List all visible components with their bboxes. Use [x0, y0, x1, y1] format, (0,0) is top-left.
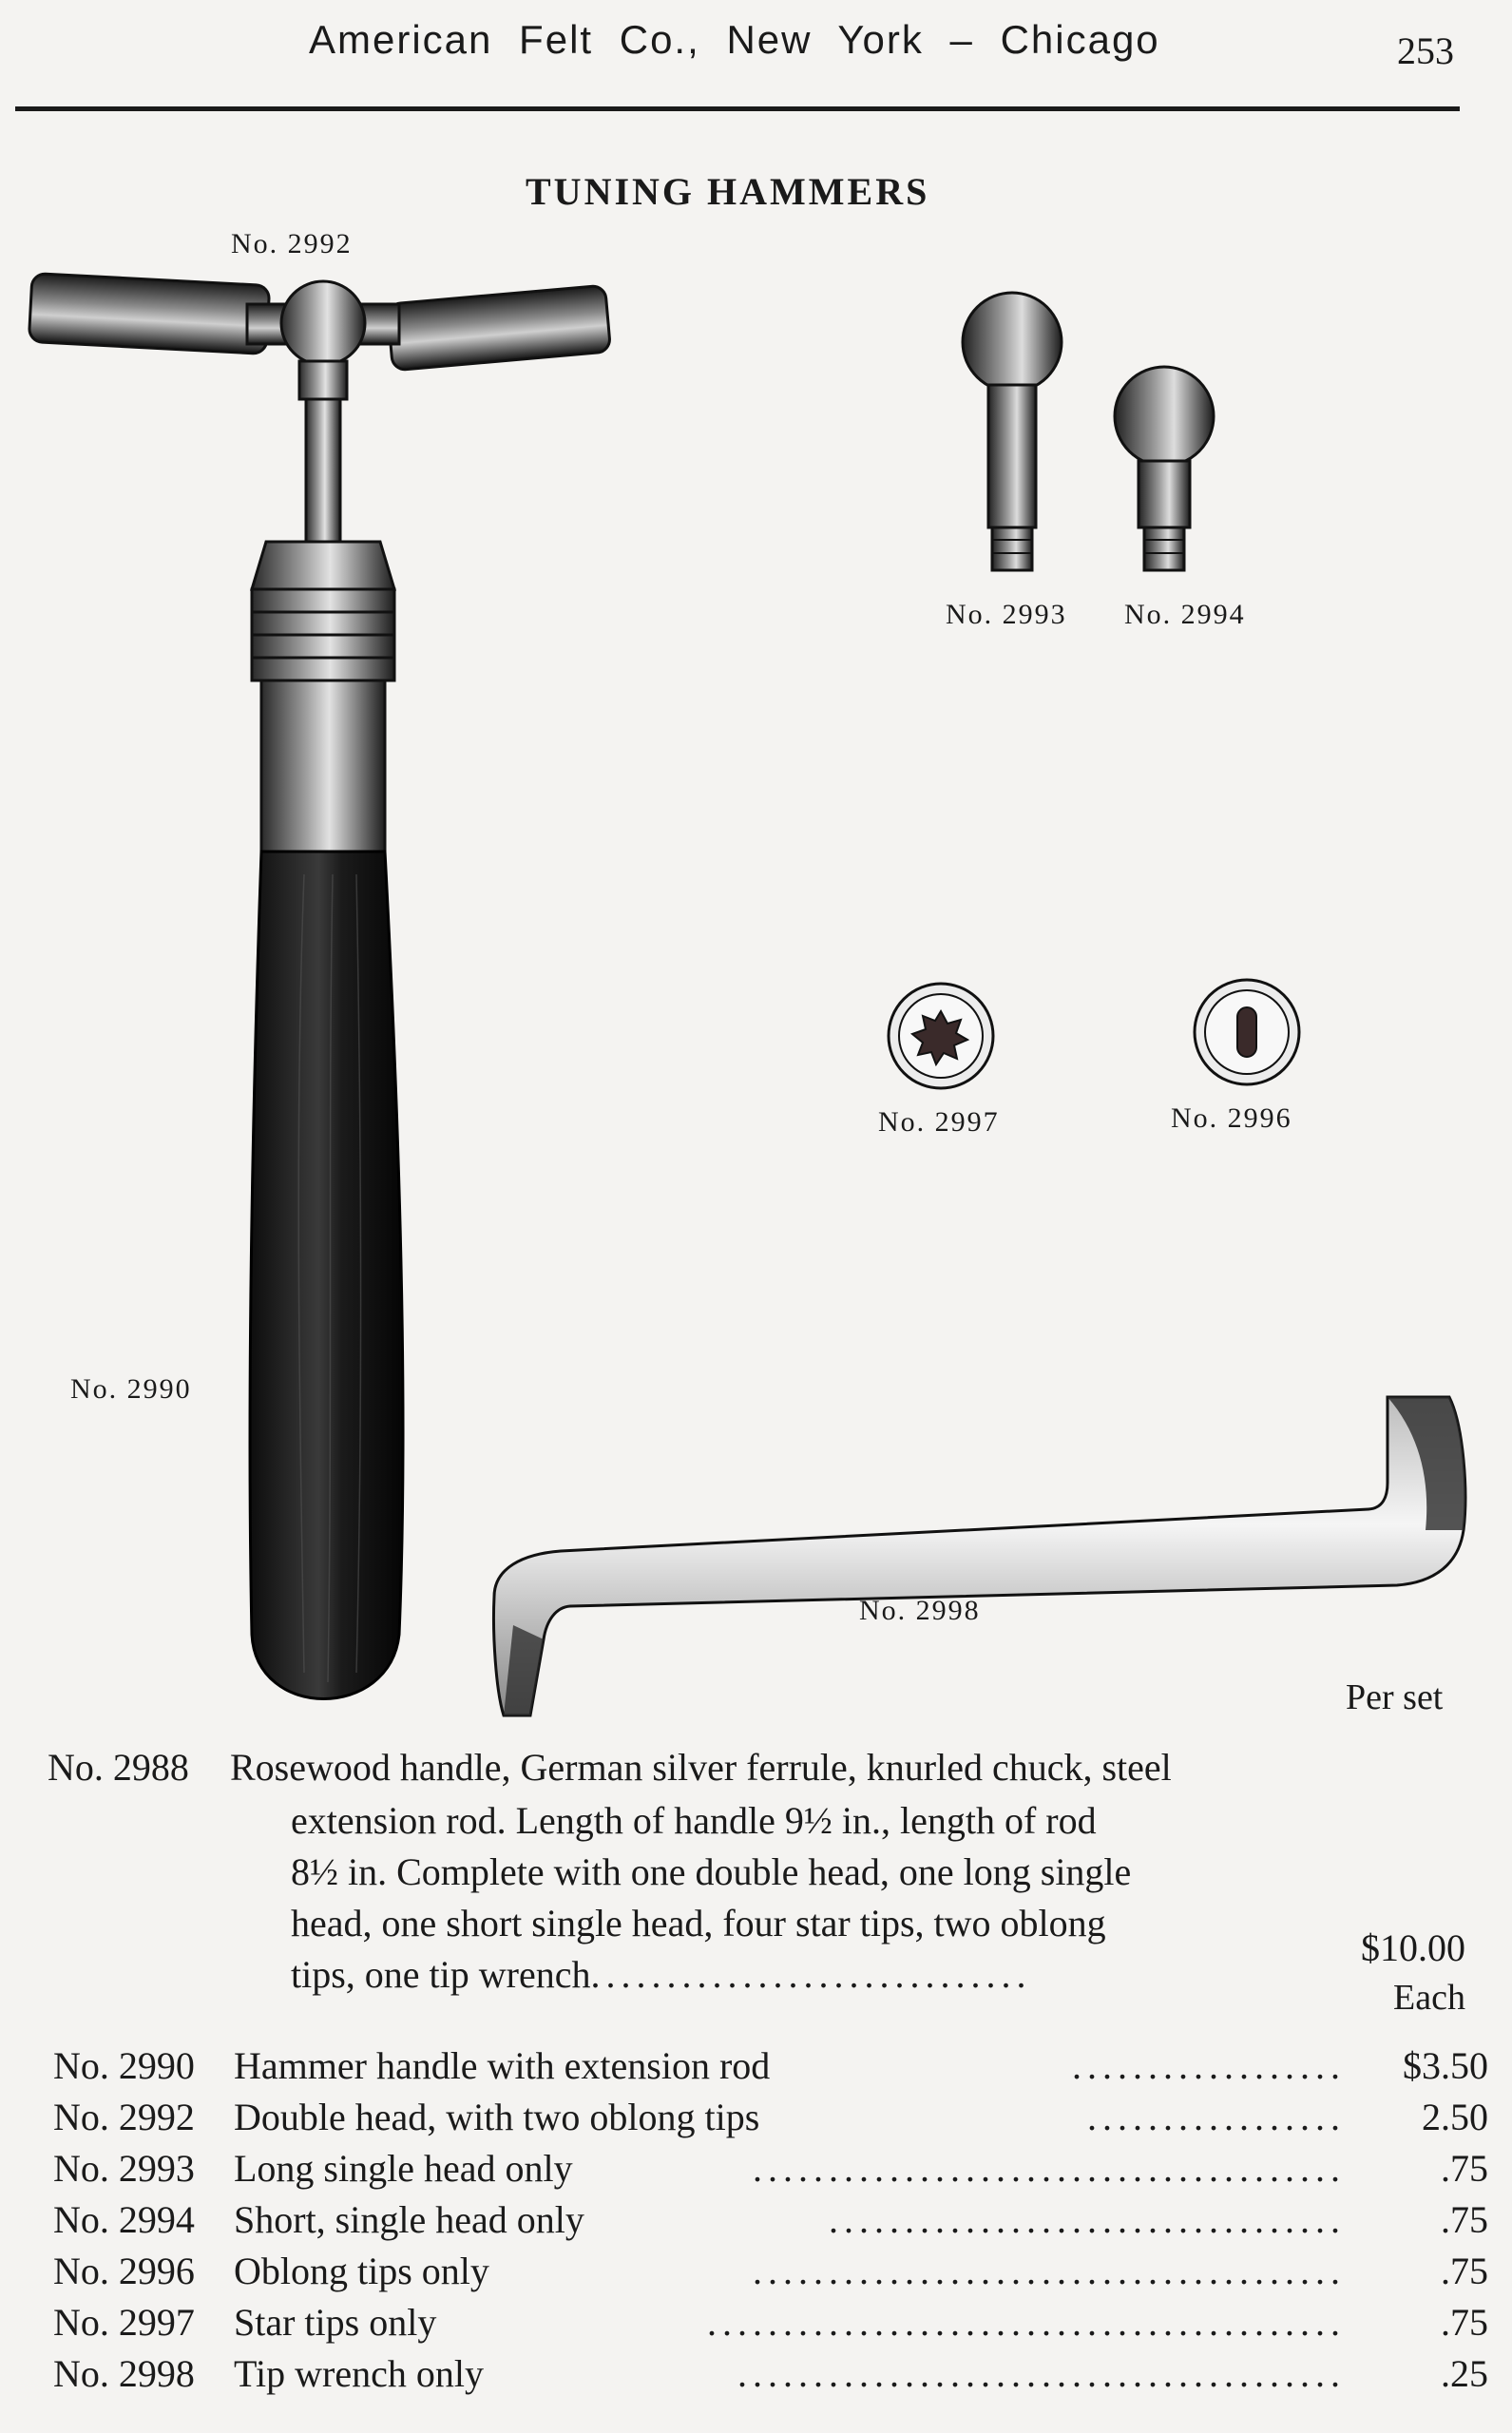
item-name: Short, single head only	[234, 2198, 584, 2241]
tip-wrench-illustration	[475, 1388, 1483, 1739]
per-set-heading: Per set	[1346, 1677, 1444, 1717]
price-list-row	[53, 2095, 1488, 2144]
price-list-row	[53, 2300, 1488, 2349]
dot-leader: ..........................................	[707, 2301, 1346, 2344]
figure-label-2997: No. 2997	[878, 1106, 1000, 1138]
dot-leader: ..................................	[829, 2198, 1346, 2241]
set-item-last-text: tips, one tip wrench	[291, 1953, 591, 1996]
price-list-row	[53, 2197, 1488, 2247]
item-price: .25	[1441, 2352, 1488, 2395]
item-price: 2.50	[1422, 2096, 1488, 2138]
long-single-head-illustration	[960, 285, 1064, 580]
price-list-row	[53, 2249, 1488, 2298]
publisher-header: American Felt Co., New York – Chicago	[309, 17, 1160, 62]
item-price: .75	[1441, 2198, 1488, 2241]
header-rule	[15, 106, 1460, 111]
item-price: .75	[1441, 2301, 1488, 2344]
item-name: Long single head only	[234, 2147, 573, 2190]
dot-leader: ........................................	[737, 2352, 1346, 2395]
price-list-row	[53, 2351, 1488, 2401]
item-number: No. 2996	[53, 2250, 195, 2292]
item-number: No. 2998	[53, 2352, 195, 2395]
price-list-row	[53, 2146, 1488, 2195]
set-item-description-line	[291, 1952, 1032, 1997]
dot-leader: .......................................	[753, 2147, 1346, 2190]
dot-leader: .......................................	[753, 2250, 1346, 2292]
item-name: Tip wrench only	[234, 2352, 484, 2395]
price-list-row	[53, 2043, 1488, 2093]
set-item-description-line: extension rod. Length of handle 9½ in., length of rod	[291, 1799, 1097, 1842]
oblong-tip-illustration	[1190, 975, 1304, 1089]
set-item-description-line: head, one short single head, four star tips, two oblong	[291, 1902, 1106, 1944]
figure-label-2990: No. 2990	[70, 1373, 192, 1405]
item-number: No. 2993	[53, 2147, 195, 2190]
item-number: No. 2990	[53, 2044, 195, 2087]
item-name: Hammer handle with extension rod	[234, 2044, 771, 2087]
item-name: Oblong tips only	[234, 2250, 489, 2292]
item-price: $3.50	[1403, 2044, 1488, 2087]
set-item-price: $10.00	[1361, 1926, 1465, 1969]
item-number: No. 2997	[53, 2301, 195, 2344]
figure-label-2994: No. 2994	[1124, 599, 1246, 630]
figure-label-2993: No. 2993	[946, 599, 1067, 630]
star-tip-illustration	[884, 979, 998, 1093]
dot-leader: .................	[1087, 2096, 1346, 2138]
short-single-head-illustration	[1112, 361, 1216, 580]
dot-leader: ..................	[1072, 2044, 1346, 2087]
page-title: TUNING HAMMERS	[526, 170, 930, 213]
item-number: No. 2992	[53, 2096, 195, 2138]
page-number: 253	[1397, 29, 1454, 72]
set-item-number: No. 2988	[48, 1746, 189, 1789]
item-price: .75	[1441, 2250, 1488, 2292]
dot-leader: .............................	[590, 1953, 1032, 1996]
figure-label-2998: No. 2998	[859, 1595, 981, 1626]
set-item-description-line: Rosewood handle, German silver ferrule, knurled chuck, steel	[230, 1746, 1172, 1789]
item-name: Double head, with two oblong tips	[234, 2096, 760, 2138]
each-heading: Each	[1393, 1978, 1465, 2018]
figure-label-2996: No. 2996	[1171, 1102, 1292, 1134]
item-price: .75	[1441, 2147, 1488, 2190]
figure-label-2992: No. 2992	[231, 228, 353, 259]
item-number: No. 2994	[53, 2198, 195, 2241]
set-item-description-line: 8½ in. Complete with one double head, one long single	[291, 1850, 1132, 1893]
item-name: Star tips only	[234, 2301, 437, 2344]
